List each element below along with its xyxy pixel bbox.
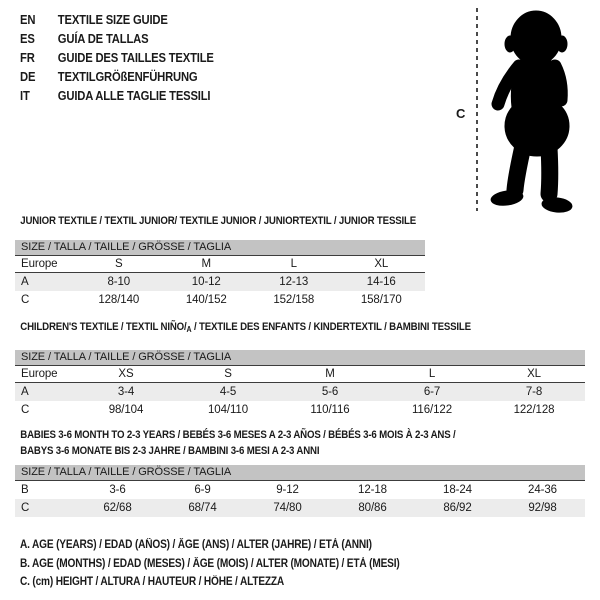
table-row xyxy=(15,366,585,383)
cell-value: 116/122 xyxy=(411,404,453,416)
table-row xyxy=(15,499,585,517)
note-age-months: B. AGE (MONTHS) / EDAD (MESES) / ÂGE (MOIS) / ALTER (MONATE) / ETÀ (MESI) xyxy=(20,557,400,570)
cell-value: M xyxy=(325,368,335,380)
cell-value: XL xyxy=(527,368,541,380)
cell-value: 158/170 xyxy=(360,294,402,306)
baby-silhouette-icon xyxy=(483,6,593,213)
lang-title: TEXTILE SIZE GUIDE xyxy=(57,12,168,27)
cell-value: XL xyxy=(374,258,389,270)
cell-value: 12-18 xyxy=(358,484,387,496)
row-label: Europe xyxy=(21,258,58,270)
cell-value: 4-5 xyxy=(219,386,237,398)
cell-value: 152/158 xyxy=(273,294,315,306)
title-line-1: BABIES 3-6 MONTH TO 2-3 YEARS / BEBÉS 3-6 MESES A 2-3 AÑOS / BÉBÉS 3-6 MOIS À 2-3 ANS / xyxy=(20,429,456,441)
table-row xyxy=(15,273,425,291)
cell-value: 128/140 xyxy=(98,294,140,306)
cell-value: L xyxy=(290,258,297,270)
cell-value: XS xyxy=(118,368,134,380)
lang-code: DE xyxy=(20,69,36,84)
lang-row-de xyxy=(20,67,214,86)
title-part: CHILDREN'S TEXTILE / TEXTIL NIÑO/ xyxy=(20,321,187,333)
table-title: JUNIOR TEXTILE / TEXTIL JUNIOR/ TEXTILE JUNIOR / JUNIORTEXTIL / JUNIOR TESSILE xyxy=(20,215,417,227)
lang-title: GUIDA ALLE TAGLIE TESSILI xyxy=(57,88,211,103)
cell-value: 24-36 xyxy=(528,484,557,496)
cell-value: 62/68 xyxy=(103,502,132,514)
cell-value: M xyxy=(201,258,211,270)
lang-code: IT xyxy=(20,88,30,103)
cell-value: 18-24 xyxy=(443,484,472,496)
cell-value: 110/116 xyxy=(310,404,350,416)
childrens-textile-table xyxy=(15,321,585,419)
cell-value: 80/86 xyxy=(358,502,387,514)
cell-value: 3-4 xyxy=(117,386,135,398)
table-row xyxy=(15,401,585,419)
title-line-2: BABYS 3-6 MONATE BIS 2-3 JAHRE / BAMBINI 3-6 MESI A 2-3 ANNI xyxy=(20,445,320,457)
lang-title: GUIDE DES TAILLES TEXTILE xyxy=(57,50,214,65)
lang-code: ES xyxy=(20,31,35,46)
cell-value: 6-9 xyxy=(194,484,211,496)
language-title-list xyxy=(20,10,235,105)
cell-value: L xyxy=(428,368,436,380)
cell-value: 122/128 xyxy=(513,404,555,416)
note-age-years: A. AGE (YEARS) / EDAD (AÑOS) / ÂGE (ANS) / ALTER (JAHRE) / ETÀ (ANNI) xyxy=(20,539,372,551)
cell-value: 5-6 xyxy=(321,386,339,398)
row-label: C xyxy=(21,502,30,514)
size-header-bar: SIZE / TALLA / TAILLE / GRÖSSE / TAGLIA xyxy=(15,465,585,481)
cell-value: S xyxy=(114,258,123,270)
size-header-bar: SIZE / TALLA / TAILLE / GRÖSSE / TAGLIA xyxy=(15,350,585,366)
cell-value: 104/110 xyxy=(207,404,249,416)
title-subscript: A xyxy=(186,325,192,334)
lang-title: GUÍA DE TALLAS xyxy=(57,31,149,46)
lang-row-es xyxy=(20,29,214,48)
row-label: C xyxy=(21,294,30,306)
cell-value: 98/104 xyxy=(108,404,144,416)
cell-value: 9-12 xyxy=(276,484,299,496)
row-label: C xyxy=(21,404,30,416)
cell-value: S xyxy=(224,368,232,380)
cell-value: 74/80 xyxy=(273,502,302,514)
cell-value: 8-10 xyxy=(107,276,131,288)
note-height-cm: C. (cm) HEIGHT / ALTURA / HAUTEUR / HÖHE / ALTEZZA xyxy=(20,576,285,588)
height-dashed-line xyxy=(476,8,478,211)
cell-value: 6-7 xyxy=(423,386,441,398)
lang-row-fr xyxy=(20,48,214,67)
height-c-label: C xyxy=(456,106,466,121)
lang-row-en xyxy=(20,10,214,29)
row-label: A xyxy=(21,386,29,398)
cell-value: 86/92 xyxy=(443,502,472,514)
cell-value: 12-13 xyxy=(279,276,309,288)
lang-title: TEXTILGRÖßENFÜHRUNG xyxy=(57,69,198,84)
title-part: / TEXTILE DES ENFANTS / KINDERTEXTIL / BAMBINI TESSILE xyxy=(191,321,471,333)
table-row xyxy=(15,291,425,309)
cell-value: 140/152 xyxy=(185,294,227,306)
table-row xyxy=(15,383,585,401)
cell-value: 14-16 xyxy=(366,276,396,288)
lang-code: FR xyxy=(20,50,35,65)
table-title xyxy=(15,427,517,459)
cell-value: 7-8 xyxy=(525,386,543,398)
size-header-bar: SIZE / TALLA / TAILLE / GRÖSSE / TAGLIA xyxy=(15,240,425,256)
table-row xyxy=(15,481,585,499)
legend-notes xyxy=(20,536,451,592)
table-title xyxy=(15,321,517,336)
babies-textile-table xyxy=(15,427,585,517)
cell-value: 92/98 xyxy=(528,502,557,514)
lang-code: EN xyxy=(20,12,36,27)
lang-row-it xyxy=(20,86,214,105)
cell-value: 10-12 xyxy=(191,276,221,288)
cell-value: 68/74 xyxy=(188,502,217,514)
row-label: A xyxy=(21,276,29,288)
cell-value: 3-6 xyxy=(109,484,126,496)
row-label: Europe xyxy=(21,368,58,380)
table-row xyxy=(15,256,425,273)
junior-textile-table xyxy=(15,215,425,309)
row-label: B xyxy=(21,484,29,496)
